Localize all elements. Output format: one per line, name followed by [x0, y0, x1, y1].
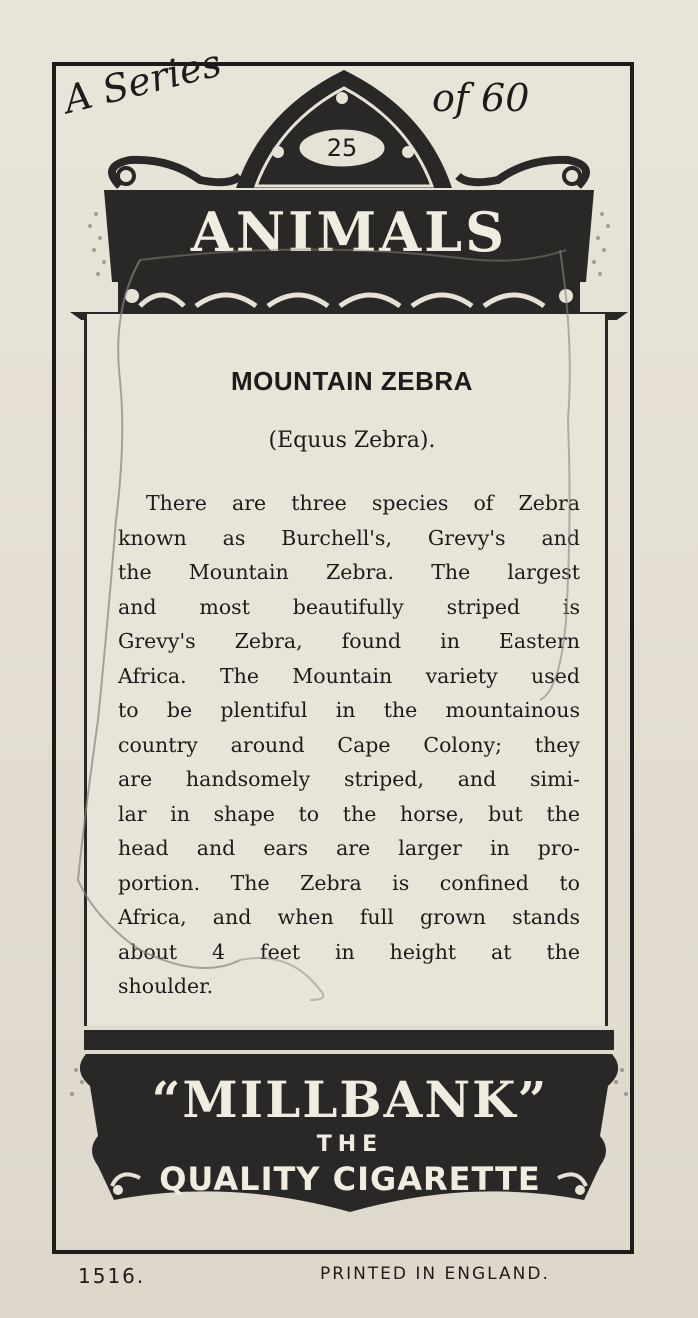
scientific-name: (Equus Zebra).	[268, 428, 436, 453]
description-line: shoulder.	[118, 974, 214, 998]
print-code: 1516.	[78, 1264, 146, 1288]
category-title: ANIMALS	[190, 200, 508, 264]
description-line: Africa, and when full grown stands	[118, 905, 580, 929]
print-origin: PRINTED IN ENGLAND.	[320, 1264, 550, 1284]
brand-the: THE	[316, 1132, 384, 1157]
description-line: and most beautifully striped is	[118, 594, 580, 619]
description-line: portion. The Zebra is confined to	[118, 870, 580, 895]
description-line: lar in shape to the horse, but the	[118, 801, 580, 826]
brand-tagline: QUALITY CIGARETTE	[159, 1160, 541, 1198]
description-line: head and ears are larger in pro-	[118, 836, 580, 860]
animal-name: MOUNTAIN ZEBRA	[231, 366, 473, 396]
description-line: known as Burchell's, Grevy's and	[118, 525, 580, 550]
description-line: are handsomely striped, and simi-	[118, 767, 580, 791]
description-line: Africa. The Mountain variety used	[118, 663, 580, 688]
description-line: about 4 feet in height at the	[118, 939, 580, 964]
brand-name: “MILLBANK”	[151, 1070, 549, 1129]
description-line: to be plentiful in the mountainous	[118, 698, 580, 722]
card-number: 25	[326, 134, 358, 162]
description-line: There are three species of Zebra	[146, 491, 580, 515]
description-line: the Mountain Zebra. The largest	[118, 560, 580, 584]
series-suffix: of 60	[432, 76, 530, 120]
description-line: country around Cape Colony; they	[118, 732, 580, 757]
description-line: Grevy's Zebra, found in Eastern	[118, 629, 580, 653]
series-prefix: A Series	[59, 40, 226, 122]
